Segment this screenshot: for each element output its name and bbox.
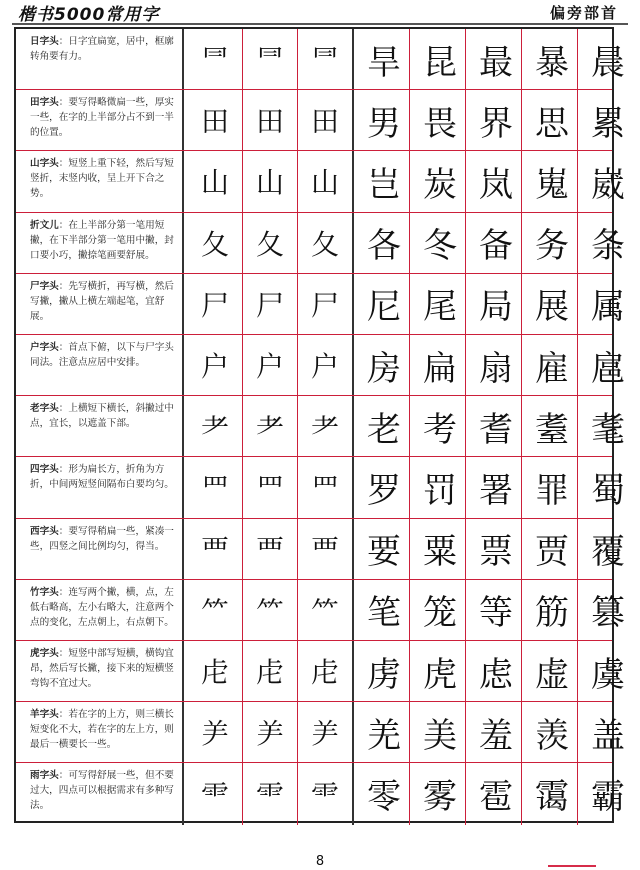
cell-divider: [352, 274, 354, 334]
radical-glyph: 山: [310, 166, 339, 200]
example-character: 旱: [367, 42, 401, 83]
example-character: 炭: [423, 164, 457, 205]
cell-divider: [182, 763, 184, 824]
radical-name: 山字头: [30, 158, 59, 170]
radical-glyph: ⺶: [310, 717, 339, 751]
cell-divider: [182, 641, 184, 701]
radical-glyph: 覀: [310, 533, 339, 567]
radical-description: [16, 151, 182, 211]
example-character: 暴: [535, 42, 569, 83]
example-character: 等: [479, 593, 513, 634]
example-character: 虏: [367, 654, 401, 695]
example-character: 耄: [591, 409, 625, 450]
radical-row: [16, 519, 625, 580]
example-character: 票: [479, 532, 513, 573]
radical-glyph: 夂: [255, 227, 284, 261]
cell-divider: [352, 457, 354, 517]
cell-divider: [182, 213, 184, 273]
section-title: 偏旁部首: [549, 4, 618, 22]
radical-note: 要写得略微扁一些，厚实一些，在字的上半部分占不到一半的位置。: [30, 97, 174, 139]
radical-glyph: 覀: [200, 533, 229, 567]
radical-row: [16, 702, 625, 763]
radical-note: 首点下俯，以下与尸字头同法。注意点应居中安排。: [30, 342, 174, 368]
example-character: 各: [367, 226, 401, 267]
radical-note: 可写得舒展一些，但不要过大，四点可以根据需求有多种写法。: [30, 770, 174, 812]
radical-name: 四字头: [30, 464, 59, 476]
radical-glyph: 田: [255, 105, 284, 139]
radical-description: [16, 457, 182, 517]
example-character: 岚: [479, 164, 513, 205]
example-character: 要: [367, 532, 401, 573]
example-character: 盖: [591, 715, 625, 756]
radical-glyph: 虍: [255, 656, 284, 690]
example-character: 雇: [535, 348, 569, 389]
radical-note: 先写横折，再写横，然后写撇，撇从上横左端起笔，宜舒展。: [30, 280, 174, 322]
radical-note: 形为扁长方，折角为方折，中间两短竖间隔布白要均匀。: [30, 464, 174, 491]
example-character: 冬: [423, 226, 457, 267]
example-character: 房: [367, 348, 401, 389]
radical-glyph: ⺜: [310, 44, 339, 78]
radical-note: 连写两个撇，横，点，左低右略高，左小右略大，注意两个点的变化，左点朝上，右点朝下。: [30, 586, 174, 628]
radical-description: [16, 335, 182, 395]
radical-name: 雨字头: [30, 770, 59, 782]
radical-name: 竹字头: [30, 586, 59, 598]
example-character: 覆: [591, 532, 625, 573]
example-character: 羌: [367, 715, 401, 756]
radical-name: 户字头: [30, 342, 59, 353]
header-rule: [12, 23, 628, 25]
cell-divider: [182, 274, 184, 334]
radical-glyph: 山: [255, 166, 284, 200]
example-character: 嵬: [535, 164, 569, 205]
example-character: 畏: [423, 103, 457, 144]
radical-glyph: 尸: [200, 288, 229, 322]
example-character: 霭: [535, 777, 569, 818]
radical-description: [16, 274, 182, 334]
page-header: [0, 0, 640, 24]
cell-divider: [182, 519, 184, 579]
radical-glyph: 夂: [310, 227, 339, 261]
cell-divider: [352, 763, 354, 824]
radical-row: [16, 29, 625, 90]
radical-name: 尸字头: [30, 280, 59, 292]
example-character: 耋: [535, 409, 569, 450]
radical-row: [16, 335, 625, 396]
example-character: 务: [535, 226, 569, 267]
radical-glyph: ⺮: [200, 594, 229, 628]
name-separator: ：: [58, 770, 69, 782]
name-separator: ：: [58, 342, 69, 353]
cell-divider: [352, 641, 354, 701]
name-separator: ：: [58, 403, 69, 415]
name-separator: ：: [58, 525, 69, 537]
example-character: 虎: [423, 654, 457, 695]
footer-rule: [548, 865, 596, 867]
page-number: 8: [315, 854, 325, 869]
radical-glyph: 夂: [200, 227, 229, 261]
radical-glyph: ⺮: [310, 594, 339, 628]
example-character: 虑: [479, 654, 513, 695]
cell-divider: [182, 702, 184, 762]
radical-name: 羊字头: [30, 709, 59, 721]
radical-note: 上横短下横长，斜撇过中点，宜长，以遮盖下部。: [30, 403, 174, 430]
example-character: 扈: [591, 348, 625, 389]
example-character: 尼: [367, 287, 401, 328]
radical-glyph: 虍: [200, 656, 229, 690]
radical-note: 日字宜扁宽，居中，框廓转角要有力。: [30, 36, 174, 62]
example-character: 耆: [479, 409, 513, 450]
cell-divider: [182, 90, 184, 150]
name-separator: ：: [58, 219, 69, 231]
example-character: 扁: [423, 348, 457, 389]
radical-row: [16, 641, 625, 702]
radical-glyph: 尸: [310, 288, 339, 322]
radical-description: [16, 29, 182, 89]
radical-glyph: 罒: [255, 472, 284, 506]
radical-glyph: ⻗: [255, 778, 284, 812]
cell-divider: [352, 396, 354, 456]
example-character: 羞: [479, 715, 513, 756]
radical-glyph: 户: [310, 350, 339, 384]
name-separator: ：: [58, 158, 69, 170]
example-character: 岂: [367, 164, 401, 205]
example-character: 罪: [535, 470, 569, 511]
radical-glyph: ⺜: [200, 44, 229, 78]
example-character: 篡: [591, 593, 625, 634]
radical-glyph: 尸: [255, 288, 284, 322]
radical-name: 老字头: [30, 403, 59, 415]
radical-row: [16, 763, 625, 824]
radical-glyph: 山: [200, 166, 229, 200]
radical-row: [16, 151, 625, 212]
cell-divider: [182, 335, 184, 395]
example-character: 粟: [423, 532, 457, 573]
example-character: 霸: [591, 777, 625, 818]
example-character: 展: [535, 287, 569, 328]
example-character: 笼: [423, 593, 457, 634]
radical-name: 田字头: [30, 97, 59, 109]
example-character: 扇: [479, 348, 513, 389]
example-character: 署: [479, 470, 513, 511]
radical-row: [16, 90, 625, 151]
radical-description: [16, 763, 182, 824]
example-character: 思: [535, 103, 569, 144]
radical-description: [16, 90, 182, 150]
radical-row: [16, 457, 625, 518]
radical-glyph: ⻗: [200, 778, 229, 812]
radical-name: 日字头: [30, 36, 59, 47]
cell-divider: [352, 519, 354, 579]
name-separator: ：: [58, 648, 69, 659]
radical-row: [16, 213, 625, 274]
radical-glyph: 田: [200, 105, 229, 139]
example-character: 局: [479, 287, 513, 328]
radical-note: 要写得稍扁一些，紧凑一些，四竖之间比例均匀，得当。: [30, 525, 174, 552]
example-character: 晨: [591, 42, 625, 83]
radical-note: 若在字的上方，则三横长短变化不大，若在字的左上方，则最后一横要长一些。: [30, 709, 174, 751]
radical-description: [16, 396, 182, 456]
example-character: 考: [423, 409, 457, 450]
radical-name: 折文儿: [30, 219, 59, 231]
example-character: 男: [367, 103, 401, 144]
example-character: 虞: [591, 654, 625, 695]
radical-row: [16, 580, 625, 641]
cell-divider: [352, 702, 354, 762]
example-character: 累: [591, 103, 625, 144]
example-character: 笔: [367, 593, 401, 634]
cell-divider: [352, 29, 354, 89]
example-character: 条: [591, 226, 625, 267]
book-title: 楷书5000常用字: [18, 5, 160, 25]
cell-divider: [182, 29, 184, 89]
radical-glyph: ⺶: [255, 717, 284, 751]
cell-divider: [352, 90, 354, 150]
page-footer: [0, 826, 640, 870]
radical-glyph: 户: [255, 350, 284, 384]
radical-glyph: 罒: [310, 472, 339, 506]
example-character: 老: [367, 409, 401, 450]
radical-description: [16, 580, 182, 640]
radical-note: 在上半部分第一笔用短撇，在下半部分第一笔用中撇，封口要小巧，撇捺笔画要舒展。: [30, 219, 174, 261]
example-character: 筋: [535, 593, 569, 634]
cell-divider: [352, 580, 354, 640]
radical-description: [16, 213, 182, 273]
example-character: 昆: [423, 42, 457, 83]
example-character: 界: [479, 103, 513, 144]
example-character: 备: [479, 226, 513, 267]
name-separator: ：: [58, 709, 69, 721]
radical-glyph: 耂: [200, 411, 229, 445]
cell-divider: [352, 335, 354, 395]
radical-glyph: 覀: [255, 533, 284, 567]
radical-glyph: 耂: [255, 411, 284, 445]
radical-practice-table: [14, 27, 625, 823]
radical-description: [16, 519, 182, 579]
example-character: 最: [479, 42, 513, 83]
cell-divider: [352, 213, 354, 273]
example-character: 美: [423, 715, 457, 756]
radical-glyph: ⺜: [255, 44, 284, 78]
example-character: 零: [367, 777, 401, 818]
name-separator: ：: [58, 280, 69, 292]
cell-divider: [352, 151, 354, 211]
example-character: 罗: [367, 470, 401, 511]
name-separator: ：: [58, 97, 69, 109]
example-character: 雾: [423, 777, 457, 818]
radical-glyph: ⺮: [255, 594, 284, 628]
radical-description: [16, 641, 182, 701]
example-character: 蜀: [591, 470, 625, 511]
radical-glyph: ⻗: [310, 778, 339, 812]
radical-description: [16, 702, 182, 762]
cell-divider: [182, 396, 184, 456]
radical-glyph: 耂: [310, 411, 339, 445]
radical-row: [16, 396, 625, 457]
name-separator: ：: [58, 36, 69, 47]
example-character: 尾: [423, 287, 457, 328]
name-separator: ：: [58, 586, 69, 598]
cell-divider: [182, 580, 184, 640]
radical-glyph: 虍: [310, 656, 339, 690]
radical-glyph: 田: [310, 105, 339, 139]
radical-glyph: 罒: [200, 472, 229, 506]
example-character: 属: [591, 287, 625, 328]
radical-glyph: 户: [200, 350, 229, 384]
radical-glyph: ⺶: [200, 717, 229, 751]
cell-divider: [182, 457, 184, 517]
example-character: 羡: [535, 715, 569, 756]
radical-name: 西字头: [30, 525, 59, 537]
radical-note: 短竖上重下轻，然后写短竖折，末竖内收，呈上开下合之势。: [30, 158, 174, 200]
example-character: 虚: [535, 654, 569, 695]
example-character: 崴: [591, 164, 625, 205]
radical-name: 虎字头: [30, 648, 59, 659]
radical-note: 短竖中部写短横，横钩宜昂，然后写长撇，接下来的短横竖弯钩不宜过大。: [30, 648, 174, 689]
cell-divider: [182, 151, 184, 211]
radical-row: [16, 274, 625, 335]
example-character: 罚: [423, 470, 457, 511]
example-character: 雹: [479, 777, 513, 818]
example-character: 贾: [535, 532, 569, 573]
name-separator: ：: [58, 464, 69, 476]
